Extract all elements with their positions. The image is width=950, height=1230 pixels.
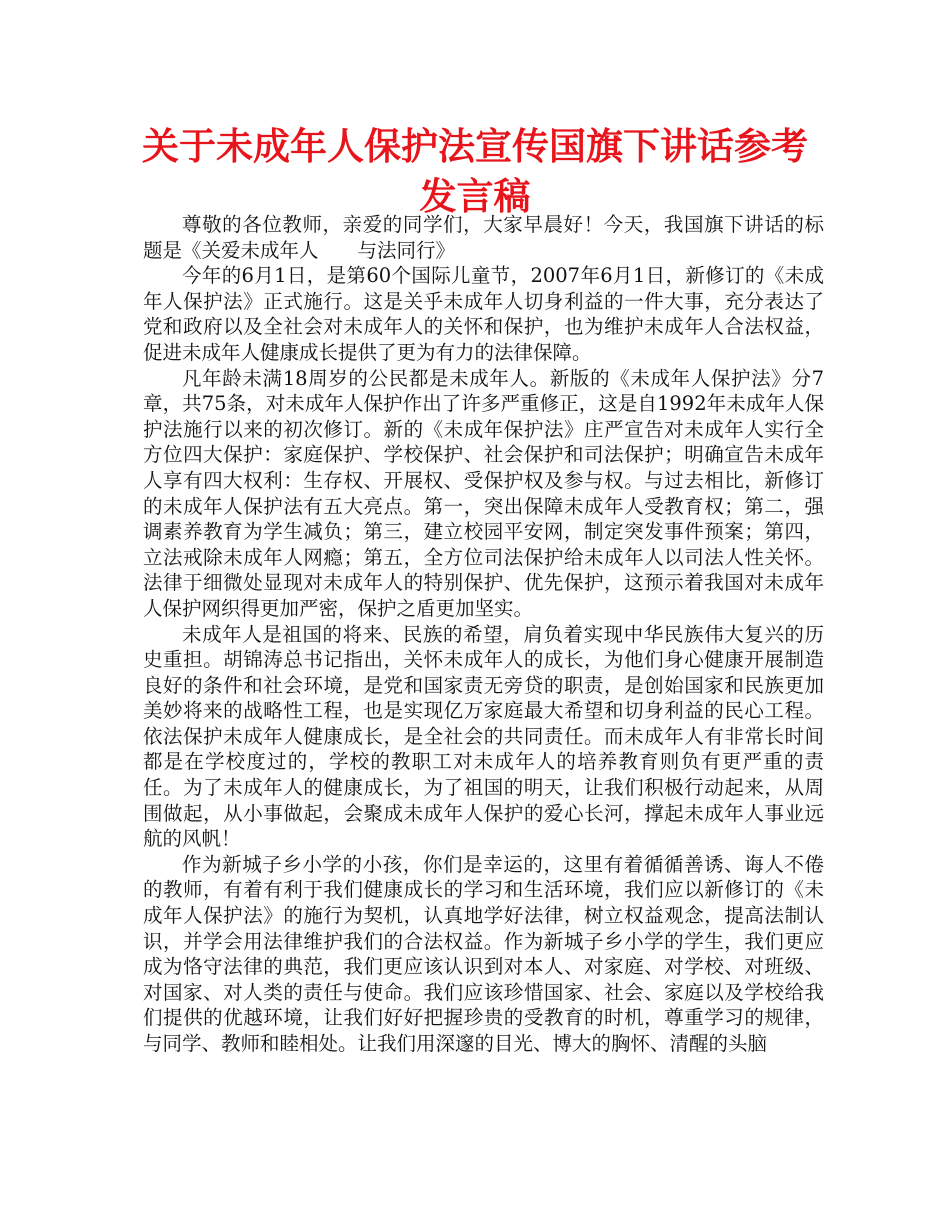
paragraph-childrens-day: 今年的6月1日，是第60个国际儿童节，2007年6月1日，新修订的《未成年人保护法》正式施行。这是关乎未成年人切身利益的一件大事，充分表达了党和政府以及全社会对未成年人的关怀和保护，也为维护未成年人合法权益，促进未成年人健康成长提供了更为有力的法律保障。 (143, 264, 824, 364)
paragraph-future-of-nation: 未成年人是祖国的将来、民族的希望，肩负着实现中华民族伟大复兴的历史重担。胡锦涛总书记指出，关怀未成年人的成长，为他们身心健康开展制造良好的条件和社会环境，是党和国家责无旁贷的职责，是创始国家和民族更加美妙将来的战略性工程，也是实现亿万家庭最大希望和切身利益的民心工程。依法保护未成年人健康成长，是全社会的共同责任。而未成年人有非常长时间都是在学校度过的，学校的教职工对未成年人的培养教育则负有更严重的责任。为了未成年人的健康成长，为了祖国的明天，让我们积极行动起来，从周围做起，从小事做起，会聚成未成年人保护的爱心长河，撑起未成年人事业远航的风帆！ (143, 622, 824, 851)
paragraph-greeting: 尊敬的各位教师，亲爱的同学们，大家早晨好！今天，我国旗下讲话的标题是《关爱未成年人 与法同行》 (143, 213, 824, 262)
paragraph-school-students: 作为新城子乡小学的小孩，你们是幸运的，这里有着循循善诱、诲人不倦的教师，有着有利于我们健康成长的学习和生活环境，我们应以新修订的《未成年人保护法》的施行为契机，认真地学好法律，树立权益观念，提高法制认识，并学会用法律维护我们的合法权益。作为新城子乡小学的学生，我们更应成为恪守法律的典范，我们更应该认识到对本人、对家庭、对学校、对班级、对国家、对人类的责任与使命。我们应该珍惜国家、社会、家庭以及学校给我们提供的优越环境，让我们好好把握珍贵的受教育的时机，尊重学习的规律，与同学、教师和睦相处。让我们用深邃的目光、博大的胸怀、清醒的头脑 (143, 852, 824, 1055)
title-line-2: 发言稿 (419, 175, 531, 218)
title-line-1: 关于未成年人保护法宣传国旗下讲话参考 (142, 125, 808, 168)
document-title (130, 122, 820, 222)
paragraph-law-overview: 凡年龄未满18周岁的公民都是未成年人。新版的《未成年人保护法》分7章，共75条，对未成年人保护作出了许多严重修正，这是自1992年未成年人保护法施行以来的初次修订。新的《未成年保护法》庄严宣告对未成年人实行全方位四大保护：家庭保护、学校保护、社会保护和司法保护；明确宣告未成年人享有四大权利：生存权、开展权、受保护权及参与权。与过去相比，新修订的未成年人保护法有五大亮点。第一，突出保障未成年人受教育权；第二，强调素养教育为学生减负；第三，建立校园平安网，制定突发事件预案；第四，立法戒除未成年人网瘾；第五，全方位司法保护给未成年人以司法人性关怀。法律于细微处显现对未成年人的特别保护、优先保护，这预示着我国对未成年人保护网织得更加严密，保护之盾更加坚实。 (143, 366, 824, 620)
document-body (143, 212, 824, 1057)
